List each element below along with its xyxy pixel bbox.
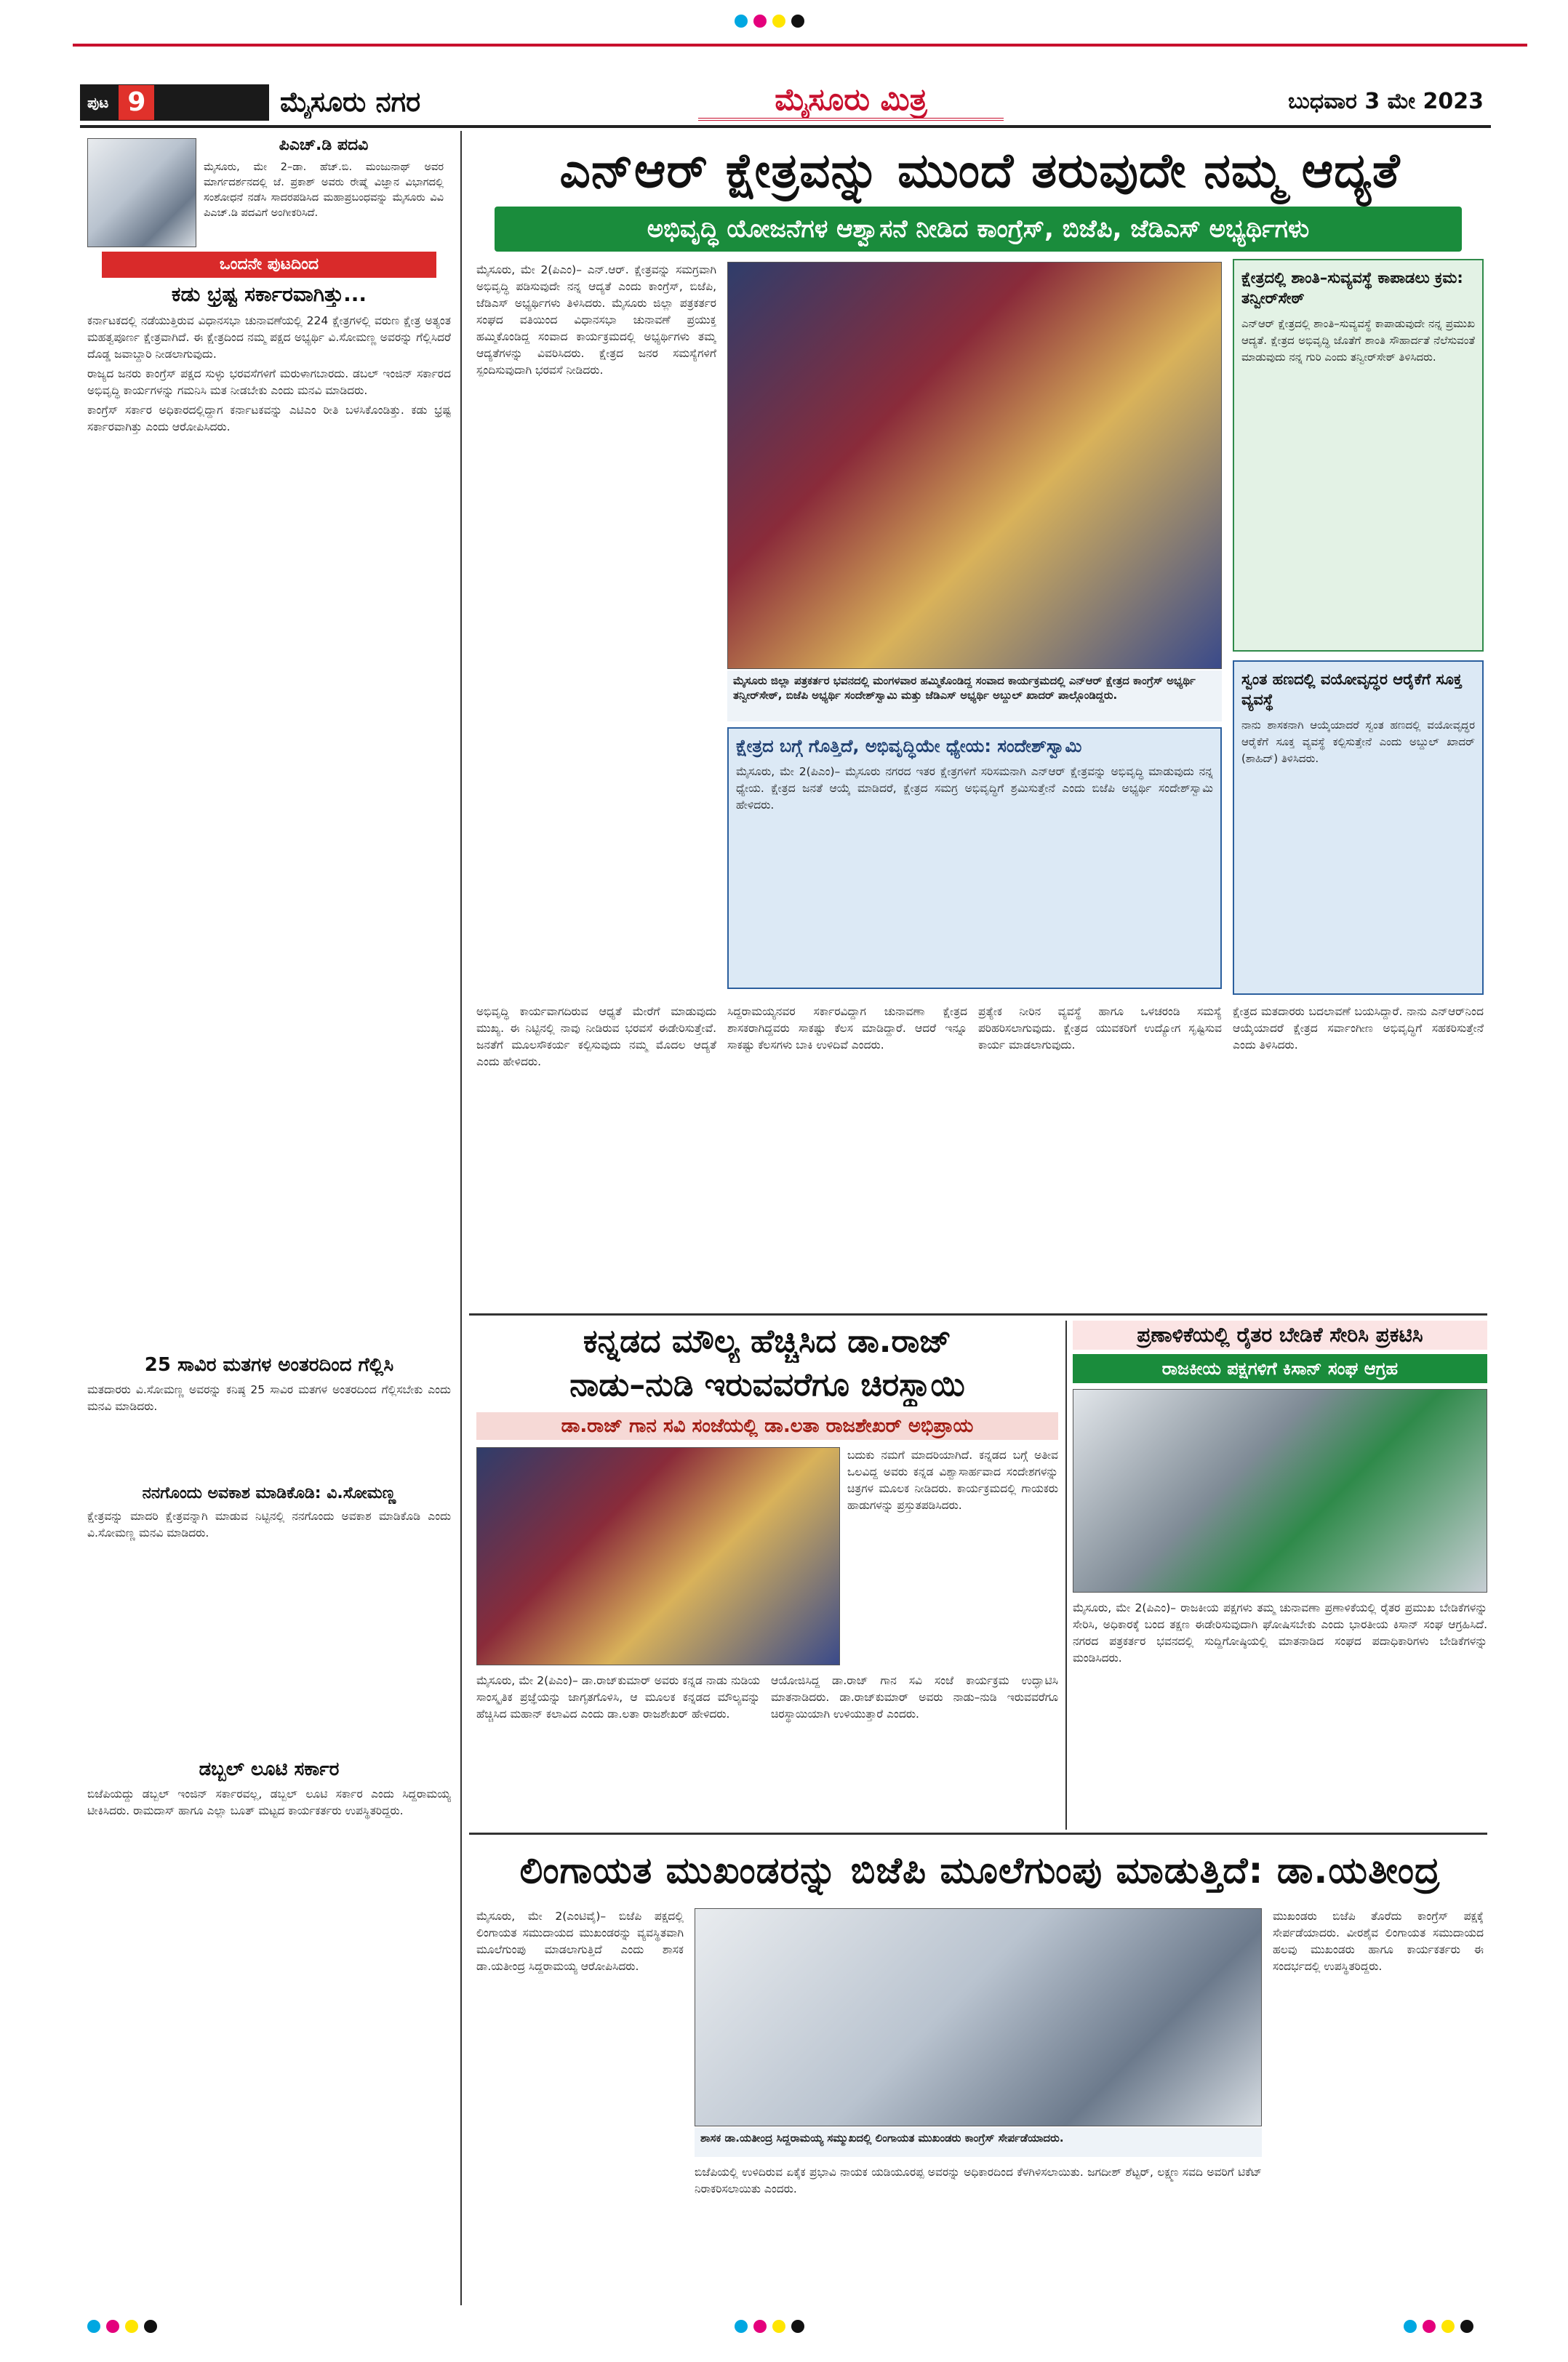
- magenta-dot: [753, 15, 767, 28]
- lingayat-photo-caption: ಶಾಸಕ ಡಾ.ಯತೀಂದ್ರ ಸಿದ್ದರಾಮಯ್ಯ ಸಮ್ಮುಖದಲ್ಲಿ ಲಿಂಗಾಯತ ಮುಖಂಡರು ಕಾಂಗ್ರೆಸ್ ಸೇರ್ಪಡೆಯಾದರು.: [695, 2128, 1262, 2157]
- lingayat-photo: [695, 1908, 1262, 2126]
- rajkumar-headline-2: ನಾಡು–ನುಡಿ ಇರುವವರೆಗೂ ಚಿರಸ್ಥಾಯಿ: [569, 1366, 965, 1404]
- continued-subbody-3: ಬಿಜೆಪಿಯದ್ದು ಡಬ್ಬಲ್ ಇಂಜಿನ್ ಸರ್ಕಾರವಲ್ಲ, ಡಬ್ಬಲ್ ಲೂಟಿ ಸರ್ಕಾರ ಎಂದು ಸಿದ್ದರಾಮಯ್ಯ ಟೀಕಿಸಿದರು. ರಾಮದಾಸ್ ಹಾಗೂ ಎಲ್ಲಾ ಬೂತ್ ಮಟ್ಟದ ಕಾರ್ಯಕರ್ತರು ಉಪಸ್ಥಿತರಿದ್ದರು.: [87, 1787, 451, 1817]
- lead-photo: [727, 262, 1222, 669]
- lead-body-col1: ಮೈಸೂರು, ಮೇ 2(ಪಿಎಂ)– ಎನ್‌.ಆರ್. ಕ್ಷೇತ್ರವನ್ನು ಸಮಗ್ರವಾಗಿ ಅಭಿವೃದ್ಧಿ ಪಡಿಸುವುದೇ ನನ್ನ ಆದ್ಯತೆ ಎಂದು ಕಾಂಗ್ರೆಸ್, ಬಿಜೆಪಿ, ಜೆಡಿಎಸ್ ಅಭ್ಯರ್ಥಿಗಳು ತಿಳಿಸಿದರು. ಮೈಸೂರು ಜಿಲ್ಲಾ ಪತ್ರಕರ್ತರ ಸಂಘದ ವತಿಯಿಂದ ವಿಧಾನಸಭಾ ಚುನಾವಣೆ ಪ್ರಯುಕ್ತ ಹಮ್ಮಿಕೊಂಡಿದ್ದ ಸಂವಾದ ಕಾರ್ಯಕ್ರಮದಲ್ಲಿ ಅಭ್ಯರ್ಥಿಗಳು ತಮ್ಮ ಆದ್ಯತೆಗಳನ್ನು ವಿವರಿಸಿದರು. ಕ್ಷೇತ್ರದ ಜನರ ಸಮಸ್ಯೆಗಳಿಗೆ ಸ್ಪಂದಿಸುವುದಾಗಿ ಭರವಸೆ ನೀಡಿದರು.: [476, 263, 716, 377]
- rajkumar-band: ಡಾ.ರಾಜ್ ಗಾನ ಸವಿ ಸಂಜೆಯಲ್ಲಿ ಡಾ.ಲತಾ ರಾಜಶೇಖರ್ ಅಭಿಪ್ರಾಯ: [476, 1412, 1058, 1440]
- black-dot: [1460, 2320, 1473, 2333]
- rajkumar-headline-1: ಕನ್ನಡದ ಮೌಲ್ಯ ಹೆಚ್ಚಿಸಿದ ಡಾ.ರಾಜ್: [583, 1323, 952, 1360]
- dateline: ಬುಧವಾರ 3 ಮೇ 2023: [1287, 89, 1484, 114]
- farmers-band: ರಾಜಕೀಯ ಪಕ್ಷಗಳಿಗೆ ಕಿಸಾನ್ ಸಂಘ ಆಗ್ರಹ: [1073, 1354, 1487, 1383]
- rajkumar-col2: ಆಯೋಜಿಸಿದ್ದ ಡಾ.ರಾಜ್ ಗಾನ ಸವಿ ಸಂಜೆ ಕಾರ್ಯಕ್ರಮ ಉದ್ಘಾಟಿಸಿ ಮಾತನಾಡಿದರು. ಡಾ.ರಾಜ್‌ಕುಮಾರ್ ಅವರು ನಾಡು–ನುಡಿ ಇರುವವರೆಗೂ ಚಿರಸ್ಥಾಯಿಯಾಗಿ ಉಳಿಯುತ್ತಾರೆ ಎಂದರು.: [771, 1674, 1058, 1721]
- lead-photo-caption: ಮೈಸೂರು ಜಿಲ್ಲಾ ಪತ್ರಕರ್ತರ ಭವನದಲ್ಲಿ ಮಂಗಳವಾರ ಹಮ್ಮಿಕೊಂಡಿದ್ದ ಸಂವಾದ ಕಾರ್ಯಕ್ರಮದಲ್ಲಿ ಎನ್‌ಆರ್ ಕ್ಷೇತ್ರದ ಕಾಂಗ್ರೆಸ್ ಅಭ್ಯರ್ಥಿ ತನ್ವೀರ್‌ಸೇಠ್, ಬಿಜೆಪಿ ಅಭ್ಯರ್ಥಿ ಸಂದೇಶ್‌ಸ್ವಾಮಿ ಮತ್ತು ಜೆಡಿಎಸ್ ಅಭ್ಯರ್ಥಿ ಅಬ್ದುಲ್ ಖಾದರ್ ಪಾಲ್ಗೊಂಡಿದ್ದರು.: [727, 670, 1222, 721]
- black-dot: [791, 15, 804, 28]
- page-number: 9: [119, 85, 154, 120]
- yellow-dot: [772, 2320, 785, 2333]
- continued-subbody-2: ಕ್ಷೇತ್ರವನ್ನು ಮಾದರಿ ಕ್ಷೇತ್ರವನ್ನಾಗಿ ಮಾಡುವ ನಿಟ್ಟಿನಲ್ಲಿ ನನಗೊಂದು ಅವಕಾಶ ಮಾಡಿಕೊಡಿ ಎಂದು ವಿ.ಸೋಮಣ್ಣ ಮನವಿ ಮಾಡಿದರು.: [87, 1510, 451, 1540]
- side-box-body: ಎನ್‌ಆರ್ ಕ್ಷೇತ್ರದಲ್ಲಿ ಶಾಂತಿ–ಸುವ್ಯವಸ್ಥೆ ಕಾಪಾಡುವುದೇ ನನ್ನ ಪ್ರಮುಖ ಆದ್ಯತೆ. ಕ್ಷೇತ್ರದ ಅಭಿವೃದ್ಧಿ ಜೊತೆಗೆ ಶಾಂತಿ ಸೌಹಾರ್ದತೆ ನೆಲೆಸುವಂತೆ ಮಾಡುವುದು ನನ್ನ ಗುರಿ ಎಂದು ತನ್ವೀರ್‌ಸೇಠ್ ತಿಳಿಸಿದರು.: [1241, 317, 1475, 364]
- page-label: ಪುಟ: [87, 94, 109, 111]
- farmers-photo: [1073, 1389, 1487, 1593]
- yellow-dot: [125, 2320, 138, 2333]
- magenta-dot: [106, 2320, 119, 2333]
- lingayat-headline: ಲಿಂಗಾಯತ ಮುಖಂಡರನ್ನು ಬಿಜೆಪಿ ಮೂಲೆಗುಂಪು ಮಾಡುತ್ತಿದೆ: ಡಾ.ಯತೀಂದ್ರ: [519, 1849, 1441, 1891]
- cyan-dot: [1404, 2320, 1417, 2333]
- cyan-dot: [735, 2320, 748, 2333]
- continued-paragraph-2: ರಾಜ್ಯದ ಜನರು ಕಾಂಗ್ರೆಸ್ ಪಕ್ಷದ ಸುಳ್ಳು ಭರವಸೆಗಳಿಗೆ ಮರುಳಾಗಬಾರದು. ಡಬಲ್ ಇಂಜಿನ್ ಸರ್ಕಾರದ ಅಭಿವೃದ್ಧಿ ಕಾರ್ಯಗಳನ್ನು ಗಮನಿಸಿ ಮತ ನೀಡಬೇಕು ಎಂದು ಮನವಿ ಮಾಡಿದರು.: [87, 367, 451, 397]
- continued-subhead-3: ಡಬ್ಬಲ್ ಲೂಟಿ ಸರ್ಕಾರ: [199, 1758, 340, 1780]
- footer-marks-center: [735, 2320, 822, 2337]
- side-box-2-headline: ಸ್ವಂತ ಹಣದಲ್ಲಿ ವಯೋವೃದ್ಧರ ಆರೈಕೆಗೆ ಸೂಕ್ತ ವ್ಯವಸ್ಥೆ: [1241, 670, 1463, 708]
- continued-subbody-1: ಮತದಾರರು ವಿ.ಸೋಮಣ್ಣ ಅವರನ್ನು ಕನಿಷ್ಠ 25 ಸಾವಿರ ಮತಗಳ ಅಂತರದಿಂದ ಗೆಲ್ಲಿಸಬೇಕು ಎಂದು ಮನವಿ ಮಾಡಿದರು.: [87, 1383, 451, 1413]
- side-box-2-body: ನಾನು ಶಾಸಕನಾಗಿ ಆಯ್ಕೆಯಾದರೆ ಸ್ವಂತ ಹಣದಲ್ಲಿ ವಯೋವೃದ್ಧರ ಆರೈಕೆಗೆ ಸೂಕ್ತ ವ್ಯವಸ್ಥೆ ಕಲ್ಪಿಸುತ್ತೇನೆ ಎಂದು ಅಬ್ದುಲ್ ಖಾದರ್ (ಶಾಹಿದ್) ತಿಳಿಸಿದರು.: [1241, 718, 1475, 765]
- footer-marks-right: [1404, 2320, 1491, 2337]
- mid-box-body: ಮೈಸೂರು, ಮೇ 2(ಪಿಎಂ)– ಮೈಸೂರು ನಗರದ ಇತರ ಕ್ಷೇತ್ರಗಳಿಗೆ ಸರಿಸಮನಾಗಿ ಎನ್‌ಆರ್ ಕ್ಷೇತ್ರವನ್ನು ಅಭಿವೃದ್ಧಿ ಮಾಡುವುದು ನನ್ನ ಧ್ಯೇಯ. ಕ್ಷೇತ್ರದ ಜನತೆ ಆಯ್ಕೆ ಮಾಡಿದರೆ, ಕ್ಷೇತ್ರದ ಸಮಗ್ರ ಅಭಿವೃದ್ಧಿಗೆ ಶ್ರಮಿಸುತ್ತೇನೆ ಎಂದು ಬಿಜೆಪಿ ಅಭ್ಯರ್ಥಿ ಸಂದೇಶ್‌ಸ್ವಾಮಿ ಹೇಳಿದರು.: [736, 765, 1213, 812]
- newspaper-brand: ಮೈಸೂರು ಮಿತ್ರ: [698, 81, 1004, 121]
- side-box-khader: [1233, 660, 1484, 995]
- magenta-dot: [1423, 2320, 1436, 2333]
- yellow-dot: [772, 15, 785, 28]
- continued-subhead-1: 25 ಸಾವಿರ ಮತಗಳ ಅಂತರದಿಂದ ಗೆಲ್ಲಿಸಿ: [144, 1354, 394, 1376]
- phd-body: ಮೈಸೂರು, ಮೇ 2–ಡಾ. ಹೆಚ್‌.ಬಿ. ಮಂಜುನಾಥ್ ಅವರ ಮಾರ್ಗದರ್ಶನದಲ್ಲಿ ಜೆ. ಪ್ರಕಾಶ್ ಅವರು ರೇಷ್ಮೆ ವಿಜ್ಞಾನ ವಿಭಾಗದಲ್ಲಿ ಸಂಶೋಧನೆ ನಡೆಸಿ ಸಾದರಪಡಿಸಿದ ಮಹಾಪ್ರಬಂಧವನ್ನು ಮೈಸೂರು ವಿವಿ ಪಿಎಚ್‌.ಡಿ ಪದವಿಗೆ ಅಂಗೀಕರಿಸಿದೆ.: [204, 161, 444, 219]
- lead-bottom-col2: ಸಿದ್ದರಾಮಯ್ಯನವರ ಸರ್ಕಾರವಿದ್ದಾಗ ಚುನಾವಣಾ ಕ್ಷೇತ್ರದ ಶಾಸಕರಾಗಿದ್ದವರು ಸಾಕಷ್ಟು ಕೆಲಸ ಮಾಡಿದ್ದಾರೆ. ಆದರೆ ಇನ್ನೂ ಸಾಕಷ್ಟು ಕೆಲಸಗಳು ಬಾಕಿ ಉಳಿದಿವೆ ಎಂದರು.: [727, 1005, 967, 1052]
- lead-headline: ಎನ್‌ಆರ್ ಕ್ಷೇತ್ರವನ್ನು ಮುಂದೆ ತರುವುದೇ ನಮ್ಮ ಆದ್ಯತೆ: [559, 143, 1401, 199]
- cyan-dot: [735, 15, 748, 28]
- continued-paragraph-1: ಕರ್ನಾಟಕದಲ್ಲಿ ನಡೆಯುತ್ತಿರುವ ವಿಧಾನಸಭಾ ಚುನಾವಣೆಯಲ್ಲಿ 224 ಕ್ಷೇತ್ರಗಳಲ್ಲಿ ವರುಣ ಕ್ಷೇತ್ರ ಅತ್ಯಂತ ಮಹತ್ವಪೂರ್ಣ ಕ್ಷೇತ್ರವಾಗಿದೆ. ಈ ಕ್ಷೇತ್ರದಿಂದ ನಮ್ಮ ಪಕ್ಷದ ಅಭ್ಯರ್ಥಿ ವಿ.ಸೋಮಣ್ಣ ಅವರನ್ನು ಗೆಲ್ಲಿಸಿದರೆ ದೊಡ್ಡ ಜವಾಬ್ದಾರಿ ನೀಡಲಾಗುವುದು.: [87, 314, 451, 361]
- lingayat-col1: ಮೈಸೂರು, ಮೇ 2(ಎಂಟಿವೈ)– ಬಿಜೆಪಿ ಪಕ್ಷದಲ್ಲಿ ಲಿಂಗಾಯತ ಸಮುದಾಯದ ಮುಖಂಡರನ್ನು ವ್ಯವಸ್ಥಿತವಾಗಿ ಮೂಲೆಗುಂಪು ಮಾಡಲಾಗುತ್ತಿದೆ ಎಂದು ಶಾಸಕ ಡಾ.ಯತೀಂದ್ರ ಸಿದ್ದರಾಮಯ್ಯ ಆರೋಪಿಸಿದರು.: [476, 1910, 684, 1973]
- farmers-headline: ಪ್ರಣಾಳಿಕೆಯಲ್ಲಿ ರೈತರ ಬೇಡಿಕೆ ಸೇರಿಸಿ ಪ್ರಕಟಿಸಿ: [1073, 1321, 1487, 1350]
- cyan-dot: [87, 2320, 100, 2333]
- side-box-headline: ಕ್ಷೇತ್ರದಲ್ಲಿ ಶಾಂತಿ–ಸುವ್ಯವಸ್ಥೆ ಕಾಪಾಡಲು ಕ್ರಮ: ತನ್ವೀರ್‌ಸೇಠ್: [1241, 269, 1463, 307]
- lead-bottom-col1: ಅಭಿವೃದ್ಧಿ ಕಾರ್ಯವಾಗದಿರುವ ಆಧ್ಯತೆ ಮೇರೆಗೆ ಮಾಡುವುದು ಮುಖ್ಯ. ಈ ನಿಟ್ಟಿನಲ್ಲಿ ನಾವು ನೀಡಿರುವ ಭರವಸೆ ಈಡೇರಿಸುತ್ತೇವೆ. ಜನತೆಗೆ ಮೂಲಸೌಕರ್ಯ ಕಲ್ಪಿಸುವುದು ನಮ್ಮ ಮೊದಲ ಆದ್ಯತೆ ಎಂದು ಹೇಳಿದರು.: [476, 1005, 716, 1068]
- lead-subheadline: ಅಭಿವೃದ್ಧಿ ಯೋಜನೆಗಳ ಆಶ್ವಾಸನೆ ನೀಡಿದ ಕಾಂಗ್ರೆಸ್, ಬಿಜೆಪಿ, ಜೆಡಿಎಸ್ ಅಭ್ಯರ್ಥಿಗಳು: [495, 207, 1462, 252]
- mid-box-sandesh: [727, 727, 1222, 989]
- continued-paragraph-3: ಕಾಂಗ್ರೆಸ್ ಸರ್ಕಾರ ಅಧಿಕಾರದಲ್ಲಿದ್ದಾಗ ಕರ್ನಾಟಕವನ್ನು ಎಟಿಎಂ ರೀತಿ ಬಳಸಿಕೊಂಡಿತ್ತು. ಕಡು ಭ್ರಷ್ಟ ಸರ್ಕಾರವಾಗಿತ್ತು ಎಂದು ಆರೋಪಿಸಿದರು.: [87, 404, 451, 433]
- rajkumar-col1: ಮೈಸೂರು, ಮೇ 2(ಪಿಎಂ)– ಡಾ.ರಾಜ್‌ಕುಮಾರ್ ಅವರು ಕನ್ನಡ ನಾಡು ನುಡಿಯ ಸಾಂಸ್ಕೃತಿಕ ಪ್ರಜ್ಞೆಯನ್ನು ಜಾಗೃತಗೊಳಿಸಿ, ಆ ಮೂಲಕ ಕನ್ನಡದ ಮೌಲ್ಯವನ್ನು ಹೆಚ್ಚಿಸಿದ ಮಹಾನ್ ಕಲಾವಿದ ಎಂದು ಡಾ.ಲತಾ ರಾಜಶೇಖರ್ ಹೇಳಿದರು.: [476, 1674, 760, 1721]
- registration-marks: [735, 15, 880, 32]
- masthead-top-rule: [73, 44, 1527, 47]
- continued-headline: ಕಡು ಭ್ರಷ್ಟ ಸರ್ಕಾರವಾಗಿತ್ತು...: [171, 282, 367, 306]
- lingayat-col2: ಬಿಜೆಪಿಯಲ್ಲಿ ಉಳಿದಿರುವ ಏಕೈಕ ಪ್ರಭಾವಿ ನಾಯಕ ಯಡಿಯೂರಪ್ಪ ಅವರನ್ನು ಅಧಿಕಾರದಿಂದ ಕೆಳಗಿಳಿಸಲಾಯಿತು. ಜಗದೀಶ್ ಶೆಟ್ಟರ್, ಲಕ್ಷ್ಮಣ ಸವದಿ ಅವರಿಗೆ ಟಿಕೆಟ್ ನಿರಾಕರಿಸಲಾಯಿತು ಎಂದರು.: [695, 2166, 1262, 2195]
- masthead-rule: [80, 125, 1491, 128]
- phd-title: ಪಿಎಚ್‌.ಡಿ ಪದವಿ: [279, 136, 369, 154]
- lead-bottom-col4: ಕ್ಷೇತ್ರದ ಮತದಾರರು ಬದಲಾವಣೆ ಬಯಸಿದ್ದಾರೆ. ನಾನು ಎನ್‌ಆರ್‌ನಿಂದ ಆಯ್ಕೆಯಾದರೆ ಕ್ಷೇತ್ರದ ಸರ್ವಾಂಗೀಣ ಅಭಿವೃದ್ಧಿಗೆ ಸಹಕರಿಸುತ್ತೇನೆ ಎಂದು ತಿಳಿಸಿದರು.: [1233, 1005, 1484, 1052]
- yellow-dot: [1441, 2320, 1455, 2333]
- phd-portrait: [87, 138, 196, 247]
- continued-body: [87, 313, 451, 1338]
- lingayat-col3: ಮುಖಂಡರು ಬಿಜೆಪಿ ತೊರೆದು ಕಾಂಗ್ರೆಸ್ ಪಕ್ಷಕ್ಕೆ ಸೇರ್ಪಡೆಯಾದರು. ವೀರಶೈವ ಲಿಂಗಾಯತ ಸಮುದಾಯದ ಹಲವು ಮುಖಂಡರು ಹಾಗೂ ಕಾರ್ಯಕರ್ತರು ಈ ಸಂದರ್ಭದಲ್ಲಿ ಉಪಸ್ಥಿತರಿದ್ದರು.: [1273, 1910, 1484, 1973]
- black-dot: [791, 2320, 804, 2333]
- rajkumar-col3: ಬದುಕು ನಮಗೆ ಮಾದರಿಯಾಗಿದೆ. ಕನ್ನಡದ ಬಗ್ಗೆ ಅತೀವ ಒಲವಿದ್ದ ಅವರು ಕನ್ನಡ ವಿಶ್ವಾಸಾರ್ಹವಾದ ಸಂದೇಶಗಳನ್ನು ಚಿತ್ರಗಳ ಮೂಲಕ ನೀಡಿದರು. ಕಾರ್ಯಕ್ರಮದಲ್ಲಿ ಗಾಯಕರು ಹಾಡುಗಳನ್ನು ಪ್ರಸ್ತುತಪಡಿಸಿದರು.: [847, 1449, 1058, 1512]
- rajkumar-photo: [476, 1447, 840, 1665]
- mid-box-headline: ಕ್ಷೇತ್ರದ ಬಗ್ಗೆ ಗೊತ್ತಿದೆ, ಅಭಿವೃದ್ಧಿಯೇ ಧ್ಯೇಯ: ಸಂದೇಶ್‌ಸ್ವಾಮಿ: [736, 736, 1082, 756]
- lead-bottom-col3: ಪ್ರತ್ಯೇಕ ನೀರಿನ ವ್ಯವಸ್ಥೆ ಹಾಗೂ ಒಳಚರಂಡಿ ಸಮಸ್ಯೆ ಪರಿಹರಿಸಲಾಗುವುದು. ಕ್ಷೇತ್ರದ ಯುವಕರಿಗೆ ಉದ್ಯೋಗ ಸೃಷ್ಟಿಸುವ ಕಾರ್ಯ ಮಾಡಲಾಗುವುದು.: [978, 1005, 1222, 1052]
- footer-marks-left: [87, 2320, 175, 2337]
- column-divider: [460, 131, 462, 2305]
- continued-subhead-2: ನನಗೊಂದು ಅವಕಾಶ ಮಾಡಿಕೊಡಿ: ವಿ.ಸೋಮಣ್ಣ: [142, 1484, 396, 1502]
- black-dot: [144, 2320, 157, 2333]
- side-box-tanveer: [1233, 259, 1484, 652]
- continued-label: ಒಂದನೇ ಪುಟದಿಂದ: [102, 252, 436, 278]
- magenta-dot: [753, 2320, 767, 2333]
- story-divider: [1065, 1321, 1067, 1830]
- section-title: ಮೈಸೂರು ನಗರ: [280, 86, 421, 118]
- page-number-box: [80, 84, 269, 121]
- lingayat-top-rule: [469, 1833, 1487, 1835]
- farmers-body: ಮೈಸೂರು, ಮೇ 2(ಪಿಎಂ)– ರಾಜಕೀಯ ಪಕ್ಷಗಳು ತಮ್ಮ ಚುನಾವಣಾ ಪ್ರಣಾಳಿಕೆಯಲ್ಲಿ ರೈತರ ಪ್ರಮುಖ ಬೇಡಿಕೆಗಳನ್ನು ಸೇರಿಸಿ, ಅಧಿಕಾರಕ್ಕೆ ಬಂದ ತಕ್ಷಣ ಈಡೇರಿಸುವುದಾಗಿ ಘೋಷಿಸಬೇಕು ಎಂದು ಭಾರತೀಯ ಕಿಸಾನ್ ಸಂಘ ಆಗ್ರಹಿಸಿದೆ. ನಗರದ ಪತ್ರಕರ್ತರ ಭವನದಲ್ಲಿ ಸುದ್ದಿಗೋಷ್ಠಿಯಲ್ಲಿ ಮಾತನಾಡಿದ ಸಂಘದ ಪದಾಧಿಕಾರಿಗಳು ಬೇಡಿಕೆಗಳನ್ನು ಮಂಡಿಸಿದರು.: [1073, 1601, 1487, 1665]
- lead-bottom-rule: [469, 1313, 1487, 1316]
